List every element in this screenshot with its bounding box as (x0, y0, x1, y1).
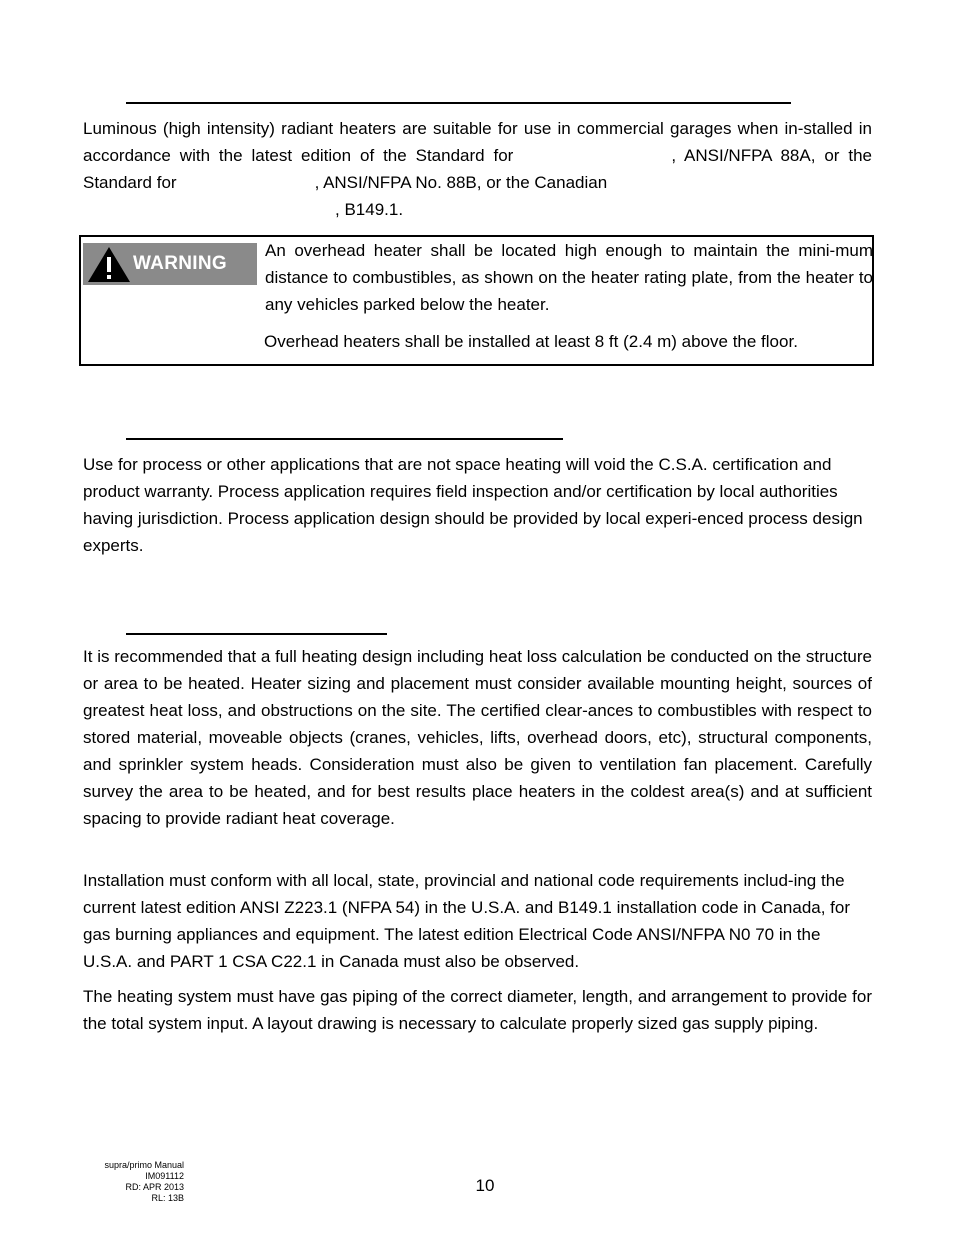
installation-code-paragraph: Installation must conform with all local, state, provincial and national code requirements includ-ing the current latest edition ANSI Z223.1 (NFPA 54) in the U.S.A. and B149.1 installation code in Canada, for gas burning appliances and equipment. The latest edition Electrical Code ANSI/NFPA N0 70 in the U.S.A. and PART 1 CSA C22.1 in Canada must also be observed. (83, 871, 851, 971)
footer-document-info (60, 1160, 184, 1204)
warning-box (79, 235, 874, 366)
warning-badge (83, 243, 257, 285)
warning-triangle-icon (87, 246, 131, 283)
warning-label: WARNING (133, 253, 227, 274)
garage-text-a: Luminous (high intensity) radiant heaters are suitable for use in commercial garages when in-stalled in accordance with the latest edition of the Standard for (83, 119, 872, 165)
garage-paragraph (83, 115, 872, 223)
warning-text-height: Overhead heaters shall be installed at least 8 ft (2.4 m) above the floor. (264, 332, 798, 351)
section-heading-underline-1 (126, 102, 791, 104)
section-heading-underline-2 (126, 438, 563, 440)
process-application-paragraph: Use for process or other applications that are not space heating will void the C.S.A. certification and product warranty. Process application requires field inspection and/or certification by local authorities having jurisdiction. Process application design should be provided by local experi-enced process design experts. (83, 455, 863, 555)
gas-piping-paragraph: The heating system must have gas piping of the correct diameter, length, and arrangement to provide for the total system input. A layout drawing is necessary to calculate properly sized gas supply piping. (83, 987, 872, 1033)
warning-text-clearance: An overhead heater shall be located high enough to maintain the mini-mum distance to combustibles, as shown on the heater rating plate, from the heater to any vehicles parked below the heater. (265, 241, 873, 314)
footer-manual-name: supra/primo Manual (104, 1160, 184, 1170)
section-heading-underline-3 (126, 633, 387, 635)
garage-text-b: , ANSI/NFPA 88A, or the Standard for (83, 146, 872, 192)
footer-revision-level: RL: 13B (151, 1193, 184, 1203)
garage-text-c: , ANSI/NFPA No. 88B, or the Canadian (314, 173, 608, 192)
garage-text-d: , B149.1. (335, 200, 404, 219)
footer-revision-date: RD: APR 2013 (125, 1182, 184, 1192)
heating-design-paragraph: It is recommended that a full heating design including heat loss calculation be conducted on the structure or area to be heated. Heater sizing and placement must consider available mounting height, sources of greatest heat loss, and obstructions on the site. The certified clear-ances to combustibles with respect to stored material, moveable objects (cranes, vehicles, lifts, overhead doors, etc), structural components, and sprinkler system heads. Consideration must also be given to ventilation fan placement. Carefully survey the area to be heated, and for best results place heaters in the coldest area(s) and at sufficient spacing to provide radiant heat coverage. (83, 647, 872, 828)
footer-document-id: IM091112 (145, 1171, 184, 1181)
page-number: 10 (475, 1176, 495, 1195)
